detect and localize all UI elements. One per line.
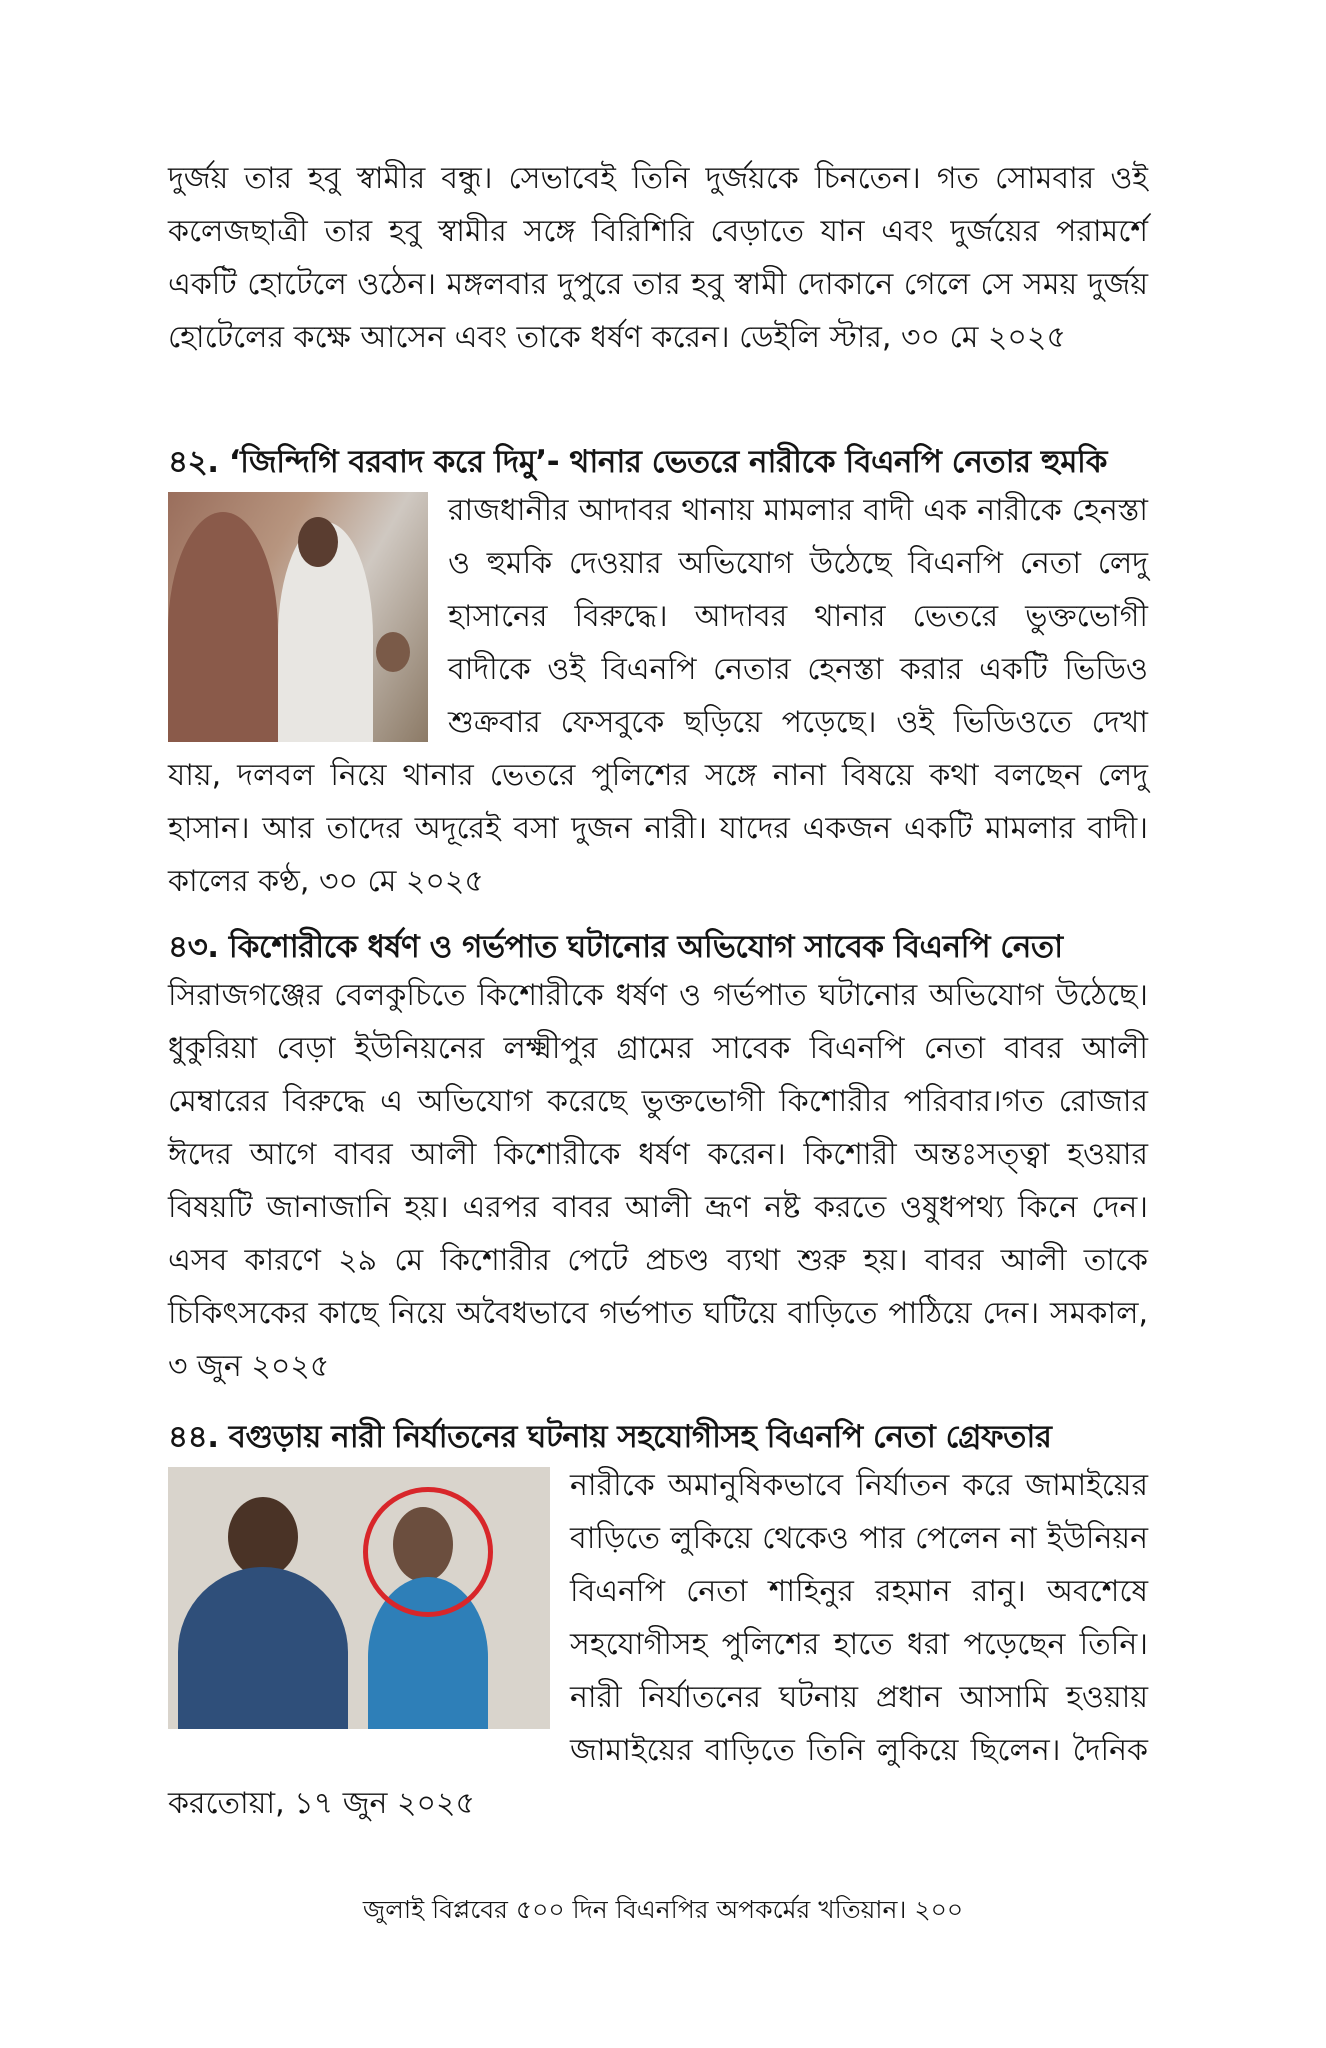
section-42 — [168, 440, 1148, 908]
section-42-body: রাজধানীর আদাবর থানায় মামলার বাদী এক নারীকে হেনস্তা ও হুমকি দেওয়ার অভিযোগ উঠেছে বিএনপি নেতা লেদু হাসানের বিরুদ্ধে। আদাবর থানার ভেতরে ভুক্তভোগী বাদীকে ওই বিএনপি নেতার হেনস্তা করার একটি ভিডিও শুক্রবার ফেসবুকে ছড়িয়ে পড়েছে। ওই ভিডিওতে দেখা যায়, দলবল নিয়ে থানার ভেতরে পুলিশের সঙ্গে নানা বিষয়ে কথা বলছেন লেদু হাসান। আর তাদের অদূরেই বসা দুজন নারী। যাদের একজন একটি মামলার বাদী। কালের কণ্ঠ, ৩০ মে ২০২৫ — [168, 493, 1148, 899]
section-44-photo — [168, 1467, 550, 1729]
section-44-body: নারীকে অমানুষিকভাবে নির্যাতন করে জামাইয়ের বাড়িতে লুকিয়ে থেকেও পার পেলেন না ইউনিয়ন বিএনপি নেতা শাহিনুর রহমান রানু। অবশেষে সহযোগীসহ পুলিশের হাতে ধরা পড়েছেন তিনি। নারী নির্যাতনের ঘটনায় প্রধান আসামি হওয়ায় জামাইয়ের বাড়িতে তিনি লুকিয়ে ছিলেন। দৈনিক করতোয়া, ১৭ জুন ২০২৫ — [168, 1468, 1148, 1821]
section-42-photo — [168, 492, 428, 742]
page-footer: জুলাই বিপ্লবের ৫০০ দিন বিএনপির অপকর্মের খতিয়ান। ২০০ — [362, 1895, 964, 1924]
section-43-heading: ৪৩. কিশোরীকে ধর্ষণ ও গর্ভপাত ঘটানোর অভিযোগ সাবেক বিএনপি নেতা — [168, 929, 1063, 965]
section-42-heading: ৪২. ‘জিন্দিগি বরবাদ করে দিমু’- থানার ভেতরে নারীকে বিএনপি নেতার হুমকি — [168, 444, 1107, 480]
section-43-body: সিরাজগঞ্জের বেলকুচিতে কিশোরীকে ধর্ষণ ও গর্ভপাত ঘটানোর অভিযোগ উঠেছে। ধুকুরিয়া বেড়া ইউনিয়নের লক্ষ্মীপুর গ্রামের সাবেক বিএনপি নেতা বাবর আলী মেম্বারের বিরুদ্ধে এ অভিযোগ করেছে ভুক্তভোগী কিশোরীর পরিবার।গত রোজার ঈদের আগে বাবর আলী কিশোরীকে ধর্ষণ করেন। কিশোরী অন্তঃসত্ত্বা হওয়ার বিষয়টি জানাজানি হয়। এরপর বাবর আলী ভ্রূণ নষ্ট করতে ওষুধপথ্য কিনে দেন। এসব কারণে ২৯ মে কিশোরীর পেটে প্রচণ্ড ব্যথা শুরু হয়। বাবর আলী তাকে চিকিৎসকের কাছে নিয়ে অবৈধভাবে গর্ভপাত ঘটিয়ে বাড়িতে পাঠিয়ে দেন। সমকাল, ৩ জুন ২০২৫ — [168, 978, 1148, 1384]
section-44-heading: ৪৪. বগুড়ায় নারী নির্যাতনের ঘটনায় সহযোগীসহ বিএনপি নেতা গ্রেফতার — [168, 1419, 1052, 1455]
intro-paragraph: দুর্জয় তার হবু স্বামীর বন্ধু। সেভাবেই তিনি দুর্জয়কে চিনতেন। গত সোমবার ওই কলেজছাত্রী তার হবু স্বামীর সঙ্গে বিরিশিরি বেড়াতে যান এবং দুর্জয়ের পরামর্শে একটি হোটেলে ওঠেন। মঙ্গলবার দুপুরে তার হবু স্বামী দোকানে গেলে সে সময় দুর্জয় হোটেলের কক্ষে আসেন এবং তাকে ধর্ষণ করেন। ডেইলি স্টার, ৩০ মে ২০২৫ — [168, 161, 1148, 355]
section-44 — [168, 1415, 1148, 1830]
intro-paragraph-block — [168, 152, 1148, 364]
section-43 — [168, 925, 1148, 1393]
